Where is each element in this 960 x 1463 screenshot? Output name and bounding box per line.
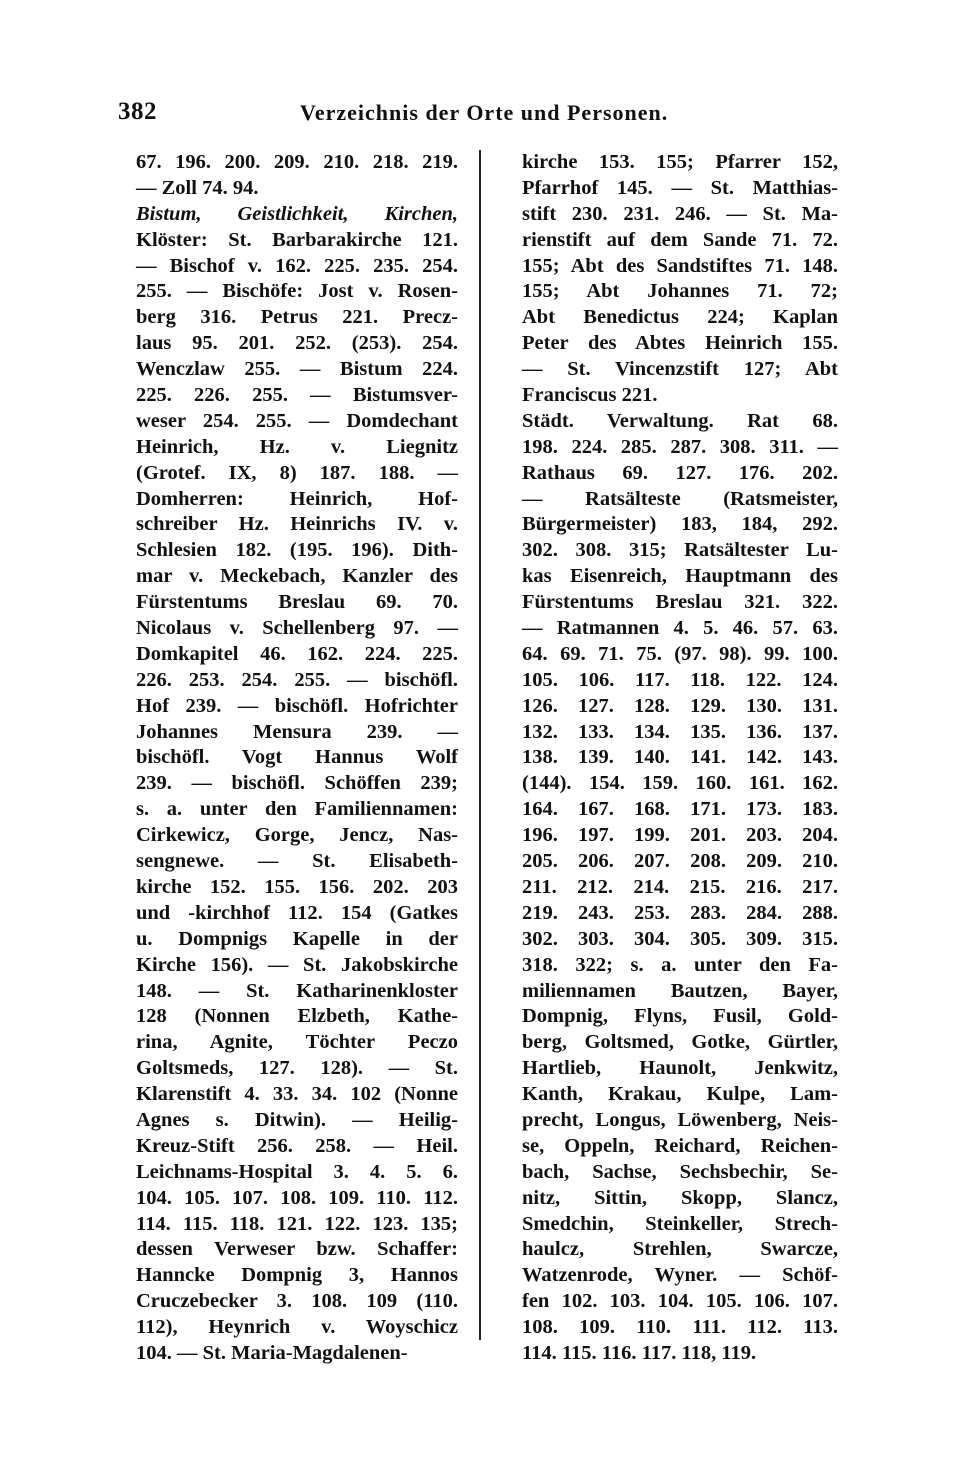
index-line: Wenczlaw 255. — Bistum 224. [136,358,458,381]
index-line: rienstift auf dem Sande 71. 72. [522,228,838,251]
index-line: Abt Benedictus 224; Kaplan [522,306,838,329]
index-line: Rathaus 69. 127. 176. 202. [522,461,838,484]
index-line: — Ratmannen 4. 5. 46. 57. 63. [522,617,838,640]
page-header [118,98,848,134]
index-line: u. Dompnigs Kapelle in der [136,927,458,950]
index-line: 132. 133. 134. 135. 136. 137. [522,720,838,743]
index-line: 104. 105. 107. 108. 109. 110. 112. [136,1186,458,1209]
index-line: 226. 253. 254. 255. — bischöfl. [136,668,458,691]
index-line: kirche 152. 155. 156. 202. 203 [136,875,458,898]
index-line: (144). 154. 159. 160. 161. 162. [522,772,838,795]
index-line: Domherren: Heinrich, Hof- [136,487,458,510]
index-line: rina, Agnite, Töchter Peczo [136,1031,458,1054]
index-line: Hanncke Dompnig 3, Hannos [136,1264,458,1287]
index-column-left [136,150,458,1367]
index-line: Städt. Verwaltung. Rat 68. [522,409,838,432]
index-line: (Grotef. IX, 8) 187. 188. — [136,461,458,484]
index-line: stift 230. 231. 246. — St. Ma- [522,202,838,225]
index-line: Kreuz-Stift 256. 258. — Heil. [136,1134,458,1157]
index-line: — Ratsälteste (Ratsmeister, [522,487,838,510]
index-line: 126. 127. 128. 129. 130. 131. [522,694,838,717]
index-line: nitz, Sittin, Skopp, Slancz, [522,1186,838,1209]
index-line: bischöfl. Vogt Hannus Wolf [136,746,458,769]
index-line: kas Eisenreich, Hauptmann des [522,565,838,588]
index-line: sengnewe. — St. Elisabeth- [136,850,458,873]
index-line: 302. 308. 315; Ratsältester Lu- [522,539,838,562]
index-line: weser 254. 255. — Domdechant [136,409,458,432]
index-line: Klöster: St. Barbarakirche 121. [136,228,458,251]
index-line: schreiber Hz. Heinrichs IV. v. [136,513,458,536]
index-line: 112), Heynrich v. Woyschicz [136,1316,458,1339]
index-line: 105. 106. 117. 118. 122. 124. [522,668,838,691]
running-title: Verzeichnis der Orte und Personen. [300,100,669,125]
index-line: laus 95. 201. 252. (253). 254. [136,332,458,355]
index-line: Agnes s. Ditwin). — Heilig- [136,1108,458,1131]
index-line: Hof 239. — bischöfl. Hofrichter [136,694,458,717]
index-line: Dompnig, Flyns, Fusil, Gold- [522,1005,838,1028]
index-line: 64. 69. 71. 75. (97. 98). 99. 100. [522,642,838,665]
index-column-right [522,150,838,1367]
index-line: Franciscus 221. [522,384,658,407]
index-line: Fürstentums Breslau 321. 322. [522,591,838,614]
index-line: miliennamen Bautzen, Bayer, [522,979,838,1002]
index-line: Fürstentums Breslau 69. 70. [136,591,458,614]
index-line: 128 (Nonnen Elzbeth, Kathe- [136,1005,458,1028]
index-line: Leichnams-Hospital 3. 4. 5. 6. [136,1160,458,1183]
index-line: 255. — Bischöfe: Jost v. Rosen- [136,280,458,303]
index-line: und -kirchhof 112. 154 (Gatkes [136,901,458,924]
index-line: 318. 322; s. a. unter den Fa- [522,953,838,976]
index-line: bach, Sachse, Sechsbechir, Se- [522,1160,838,1183]
index-line: 155; Abt Johannes 71. 72; [522,280,838,303]
index-line: Kirche 156). — St. Jakobskirche [136,953,458,976]
index-line: dessen Verweser bzw. Schaffer: [136,1238,458,1261]
index-line: 138. 139. 140. 141. 142. 143. [522,746,838,769]
index-line: fen 102. 103. 104. 105. 106. 107. [522,1290,838,1313]
index-line: — Bischof v. 162. 225. 235. 254. [136,254,458,277]
index-line: precht, Longus, Löwenberg, Neis- [522,1108,838,1131]
index-line: 225. 226. 255. — Bistumsver- [136,384,458,407]
page-number: 382 [118,98,157,125]
index-line: Bistum, Geistlichkeit, Kirchen, [136,202,458,225]
index-line: 104. — St. Maria-Magdalenen- [136,1341,408,1364]
index-line: Johannes Mensura 239. — [136,720,458,743]
index-line: Pfarrhof 145. — St. Matthias- [522,176,838,199]
index-line: Hartlieb, Haunolt, Jenkwitz, [522,1057,838,1080]
index-line: 67. 196. 200. 209. 210. 218. 219. [136,151,458,173]
index-line: Peter des Abtes Heinrich 155. [522,332,838,355]
index-line: Watzenrode, Wyner. — Schöf- [522,1264,838,1287]
index-line: 219. 243. 253. 283. 284. 288. [522,901,838,924]
index-line: — Zoll 74. 94. [136,176,259,199]
index-line: mar v. Meckebach, Kanzler des [136,565,458,588]
index-line: se, Oppeln, Reichard, Reichen- [522,1134,838,1157]
index-line: 148. — St. Katharinenkloster [136,979,458,1002]
index-line: Domkapitel 46. 162. 224. 225. [136,642,458,665]
index-line: 108. 109. 110. 111. 112. 113. [522,1316,838,1339]
index-line: 114. 115. 118. 121. 122. 123. 135; [136,1212,458,1235]
index-line: Schlesien 182. (195. 196). Dith- [136,539,458,562]
index-line: Smedchin, Steinkeller, Strech- [522,1212,838,1235]
index-line: Cirkewicz, Gorge, Jencz, Nas- [136,824,458,847]
index-line: Kanth, Krakau, Kulpe, Lam- [522,1083,838,1106]
index-line: 211. 212. 214. 215. 216. 217. [522,875,838,898]
index-line: Heinrich, Hz. v. Liegnitz [136,435,458,458]
index-line: 205. 206. 207. 208. 209. 210. [522,850,838,873]
index-line: Goltsmeds, 127. 128). — St. [136,1057,458,1080]
index-line: 114. 115. 116. 117. 118, 119. [522,1341,757,1364]
index-line: berg 316. Petrus 221. Precz- [136,306,458,329]
index-line: berg, Goltsmed, Gotke, Gürtler, [522,1031,838,1054]
index-line: Bürgermeister) 183, 184, 292. [522,513,838,536]
index-line: 302. 303. 304. 305. 309. 315. [522,927,838,950]
index-line: 196. 197. 199. 201. 203. 204. [522,824,838,847]
index-line: 239. — bischöfl. Schöffen 239; [136,772,458,795]
index-line: s. a. unter den Familiennamen: [136,798,458,821]
column-divider [479,150,481,1340]
index-line: Nicolaus v. Schellenberg 97. — [136,617,458,640]
index-line: kirche 153. 155; Pfarrer 152, [522,151,838,173]
index-line: 164. 167. 168. 171. 173. 183. [522,798,838,821]
index-line: 198. 224. 285. 287. 308. 311. — [522,435,838,458]
index-line: haulcz, Strehlen, Swarcze, [522,1238,838,1261]
index-line: — St. Vincenzstift 127; Abt [522,358,838,381]
index-line: Cruczebecker 3. 108. 109 (110. [136,1290,458,1313]
index-line: 155; Abt des Sandstiftes 71. 148. [522,254,838,277]
index-line: Klarenstift 4. 33. 34. 102 (Nonne [136,1083,458,1106]
